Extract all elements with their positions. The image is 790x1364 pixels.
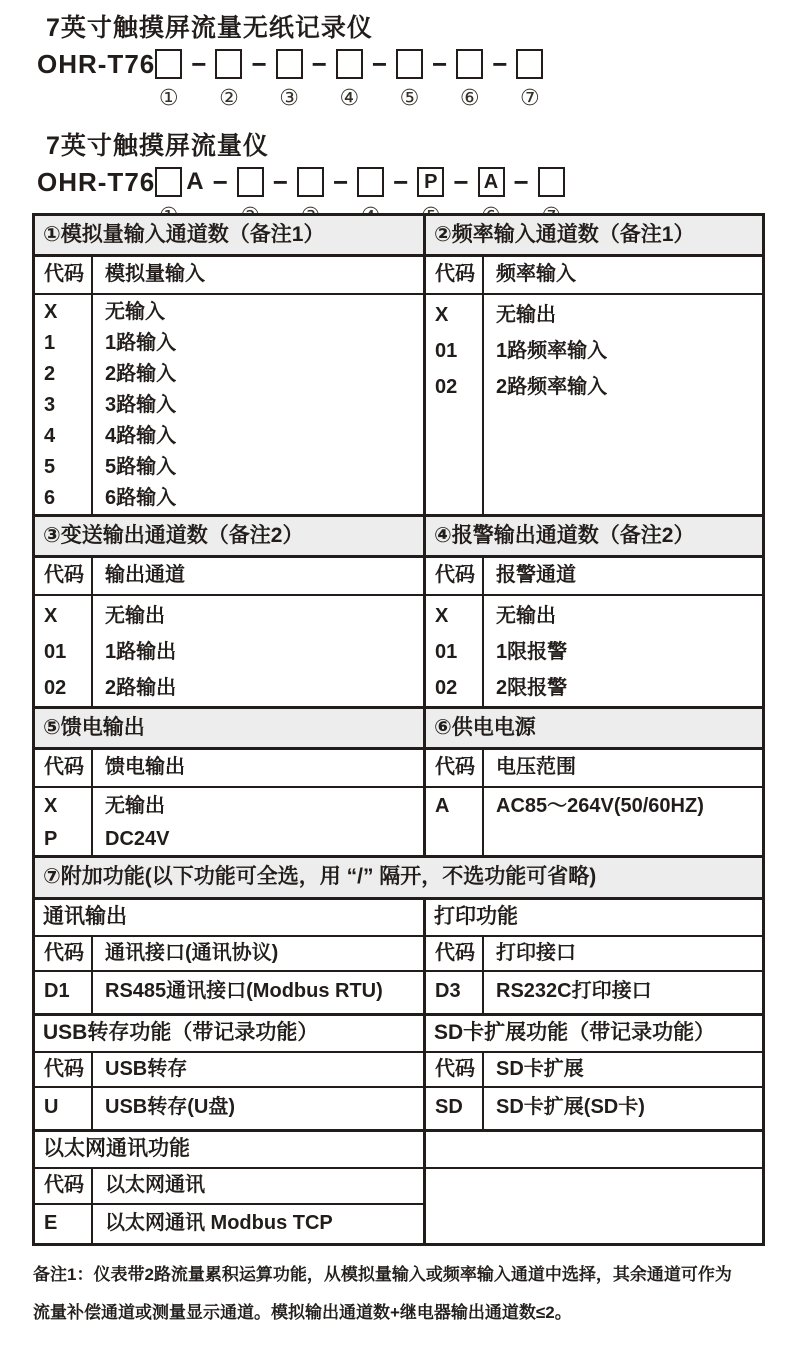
- model-box-4: [336, 49, 363, 79]
- desc-list: [93, 596, 423, 706]
- dash-separator: −: [311, 49, 327, 79]
- data-row: [35, 1205, 423, 1243]
- dash-separator: −: [432, 49, 448, 79]
- desc-column-header: 打印接口: [496, 942, 576, 964]
- desc-value: 2路频率输入: [496, 376, 608, 398]
- model-box-1: [155, 167, 182, 197]
- section-7-row-ethernet: [35, 1132, 762, 1243]
- desc-value: AC85～264V(50/60HZ): [496, 795, 704, 817]
- model-box-3: [276, 49, 303, 79]
- data-row: [426, 972, 762, 1013]
- desc-value: DC24V: [105, 828, 170, 850]
- section-7-header: ⑦附加功能(以下功能可全选，用 “/” 隔开，不选功能可省略): [35, 858, 762, 900]
- code-column-header: 代码: [35, 1053, 93, 1086]
- section-body: [426, 788, 762, 855]
- model-code-diagram-1: [37, 47, 790, 110]
- code-column-header: 代码: [426, 257, 484, 293]
- code-value: X: [435, 605, 449, 627]
- code-value: 02: [435, 376, 458, 398]
- desc-column-header: 频率输入: [496, 263, 576, 285]
- segment-number-4: ④: [339, 85, 360, 110]
- section-body: [426, 295, 762, 514]
- code-value: 1: [44, 332, 56, 354]
- data-row: [35, 972, 423, 1013]
- section-header: ④报警输出通道数（备注2）: [426, 517, 762, 558]
- desc-column-header: 模拟量输入: [105, 263, 205, 285]
- column-header-row: [35, 1053, 423, 1088]
- code-column-header: 代码: [35, 257, 93, 293]
- dash-separator: −: [212, 167, 228, 197]
- desc-value: 3路输入: [105, 394, 177, 416]
- code-column-header: 代码: [426, 750, 484, 786]
- model-box-6-a: A: [478, 167, 505, 197]
- sub-section-header: USB转存功能（带记录功能）: [35, 1016, 423, 1053]
- model-box-4: [357, 167, 384, 197]
- desc-list: [484, 788, 762, 855]
- desc-value: 6路输入: [105, 487, 177, 509]
- code-list: [426, 295, 484, 514]
- code-list: [35, 788, 93, 855]
- desc-value: RS232C打印接口: [496, 980, 652, 1002]
- code-value: 2: [44, 363, 56, 385]
- desc-value: 4路输入: [105, 425, 177, 447]
- desc-value: 1限报警: [496, 641, 568, 663]
- code-list: [426, 788, 484, 855]
- column-header-row: [35, 750, 423, 788]
- code-value: X: [44, 795, 58, 817]
- desc-value: RS485通讯接口(Modbus RTU): [105, 980, 383, 1002]
- code-column-header: 代码: [35, 558, 93, 594]
- dash-separator: −: [251, 49, 267, 79]
- column-header-row: [426, 750, 762, 788]
- segment-number-6: ⑥: [459, 85, 480, 110]
- sub-sd-card: [426, 1016, 762, 1129]
- code-list: [426, 596, 484, 706]
- desc-value: 无输出: [105, 605, 165, 627]
- section-body: [35, 295, 423, 514]
- code-column-header: 代码: [426, 1053, 484, 1086]
- desc-column-header: 输出通道: [105, 564, 185, 586]
- code-column-header: 代码: [426, 937, 484, 970]
- code-value: E: [35, 1205, 93, 1243]
- section-row-1-2: [35, 216, 762, 517]
- model-box-2: [215, 49, 242, 79]
- section-body: [35, 596, 423, 706]
- model-prefix: OHR-T76: [37, 49, 156, 79]
- sub-print-function: [426, 900, 762, 1013]
- code-value: 01: [435, 641, 458, 663]
- section-row-5-6: [35, 709, 762, 858]
- code-value: SD: [426, 1088, 484, 1129]
- desc-list: [484, 295, 762, 514]
- selection-code-table: [32, 213, 765, 1246]
- section-body: [426, 596, 762, 706]
- desc-value: SD卡扩展(SD卡): [496, 1096, 645, 1118]
- desc-list: [93, 295, 423, 514]
- desc-column-header: 以太网通讯: [105, 1174, 205, 1196]
- fixed-letter-a: A: [186, 168, 204, 195]
- dash-separator: −: [492, 49, 508, 79]
- code-column-header: 代码: [35, 1169, 93, 1203]
- sub-ethernet: [35, 1132, 426, 1243]
- desc-value: 1路输出: [105, 641, 177, 663]
- desc-column-header: USB转存: [105, 1058, 188, 1080]
- model-prefix: OHR-T76: [37, 167, 156, 197]
- section-7-row-usb-sd: [35, 1016, 762, 1132]
- desc-value: 2路输出: [105, 677, 177, 699]
- dash-separator: −: [332, 167, 349, 197]
- desc-value: 无输出: [105, 795, 165, 817]
- section-header: ⑥供电电源: [426, 709, 762, 750]
- code-value: 02: [435, 677, 458, 699]
- code-column-header: 代码: [35, 937, 93, 970]
- footnote-line-1: 备注1：仪表带2路流量累积运算功能，从模拟量输入或频率输入通道中选择，其余通道可作为: [33, 1265, 732, 1284]
- desc-value: 1路输入: [105, 332, 177, 354]
- code-value: P: [44, 828, 58, 850]
- model-box-7: [516, 49, 543, 79]
- footnote-line-2: 流量补偿通道或测量显示通道。模拟输出通道数+继电器输出通道数≤2。: [33, 1303, 572, 1322]
- empty-cell-divider: [426, 1132, 762, 1169]
- segment-number-5: ⑤: [399, 85, 420, 110]
- section-2-frequency-input: [426, 216, 762, 514]
- product-title-flowmeter: 7英寸触摸屏流量仪: [46, 132, 269, 160]
- code-value: X: [435, 304, 449, 326]
- desc-value: 2路输入: [105, 363, 177, 385]
- desc-value: 以太网通讯 Modbus TCP: [105, 1212, 333, 1234]
- code-value: 3: [44, 394, 56, 416]
- desc-column-header: 馈电输出: [105, 756, 185, 778]
- model-box-3: [297, 167, 324, 197]
- dash-separator: −: [272, 167, 288, 197]
- dash-separator: −: [371, 49, 387, 79]
- code-value: 6: [44, 487, 56, 509]
- section-row-3-4: [35, 517, 762, 709]
- code-value: D1: [35, 972, 93, 1013]
- code-list: [35, 295, 93, 514]
- code-value: A: [435, 795, 450, 817]
- dash-separator: −: [513, 167, 529, 197]
- code-value: 01: [435, 340, 458, 362]
- sub-section-header: 通讯输出: [35, 900, 423, 937]
- desc-column-header: 通讯接口(通讯协议): [105, 942, 279, 964]
- desc-column-header: 电压范围: [496, 756, 576, 778]
- section-3-transmit-output: [35, 517, 426, 706]
- code-value: 02: [44, 677, 67, 699]
- code-value: D3: [426, 972, 484, 1013]
- code-value: U: [35, 1088, 93, 1129]
- column-header-row: [35, 937, 423, 972]
- code-value: X: [44, 605, 58, 627]
- segment-number-3: ③: [279, 85, 299, 110]
- sub-comm-output: [35, 900, 426, 1013]
- code-value: 4: [44, 425, 56, 447]
- dash-separator: −: [393, 167, 409, 197]
- code-column-header: 代码: [426, 558, 484, 594]
- section-1-analog-input: [35, 216, 426, 514]
- footnote: [33, 1256, 757, 1332]
- desc-column-header: 报警通道: [496, 564, 576, 586]
- code-list: [35, 596, 93, 706]
- empty-cell: [426, 1132, 762, 1243]
- section-header: ⑤馈电输出: [35, 709, 423, 750]
- column-header-row: [35, 1169, 423, 1205]
- section-header: ①模拟量输入通道数（备注1）: [35, 216, 423, 257]
- product-title-recorder: 7英寸触摸屏流量无纸记录仪: [46, 14, 373, 42]
- segment-number-1: ①: [158, 85, 179, 110]
- model-box-5: [396, 49, 423, 79]
- model-box-5-p: P: [417, 167, 444, 197]
- segment-number-2: ②: [219, 85, 239, 110]
- section-4-alarm-output: [426, 517, 762, 706]
- data-row: [426, 1088, 762, 1129]
- section-header: ③变送输出通道数（备注2）: [35, 517, 423, 558]
- desc-value: USB转存(U盘): [105, 1096, 235, 1118]
- dash-separator: −: [453, 167, 469, 197]
- desc-list: [484, 596, 762, 706]
- desc-value: 无输出: [496, 605, 556, 627]
- desc-value: 1路频率输入: [496, 340, 608, 362]
- sub-section-header: SD卡扩展功能（带记录功能）: [426, 1016, 762, 1053]
- desc-list: [93, 788, 423, 855]
- sub-section-header: 以太网通讯功能: [35, 1132, 423, 1169]
- desc-value: 无输出: [496, 304, 556, 326]
- column-header-row: [426, 937, 762, 972]
- desc-value: 无输入: [105, 301, 165, 323]
- code-value: X: [44, 301, 58, 323]
- sub-usb-transfer: [35, 1016, 426, 1129]
- model-box-1: [155, 49, 182, 79]
- column-header-row: [426, 558, 762, 596]
- section-6-power-supply: [426, 709, 762, 855]
- sub-section-header: 打印功能: [426, 900, 762, 937]
- desc-value: 5路输入: [105, 456, 177, 478]
- section-5-feed-output: [35, 709, 426, 855]
- column-header-row: [35, 257, 423, 295]
- section-7-row-comm-print: [35, 900, 762, 1016]
- model-box-7: [538, 167, 565, 197]
- dash-separator: −: [191, 49, 207, 79]
- column-header-row: [426, 1053, 762, 1088]
- column-header-row: [35, 558, 423, 596]
- section-body: [35, 788, 423, 855]
- desc-value: 2限报警: [496, 677, 568, 699]
- code-column-header: 代码: [35, 750, 93, 786]
- desc-column-header: SD卡扩展: [496, 1058, 584, 1080]
- model-box-2: [237, 167, 264, 197]
- column-header-row: [426, 257, 762, 295]
- section-header: ②频率输入通道数（备注1）: [426, 216, 762, 257]
- model-box-6: [456, 49, 483, 79]
- segment-number-7: ⑦: [520, 85, 540, 110]
- code-value: 5: [44, 456, 56, 478]
- code-value: 01: [44, 641, 67, 663]
- data-row: [35, 1088, 423, 1129]
